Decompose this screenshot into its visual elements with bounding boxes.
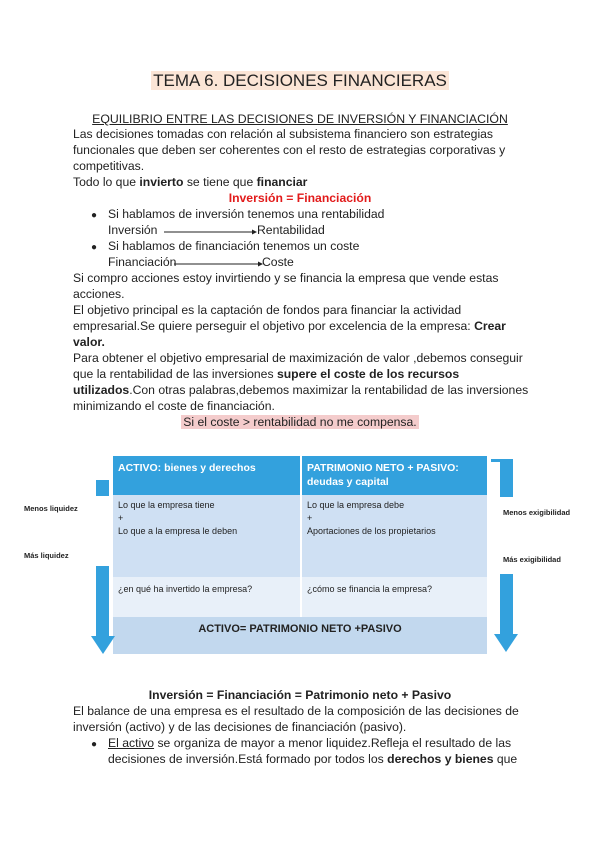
para3-line-3: utilizados.Con otras palabras,debemos maximizar la rentabilidad de las inversiones: [73, 383, 529, 397]
bullet-dot: ●: [91, 242, 98, 253]
activo-definition: Lo que la empresa tiene + Lo que a la empresa le deben: [113, 495, 300, 577]
para3-line-4: minimizando el coste de financiación.: [73, 399, 275, 413]
financiacion-label: Financiación: [108, 255, 177, 269]
para4-line-1: El balance de una empresa es el resultado de la composición de las decisiones de: [73, 704, 519, 718]
coste-label: Coste: [262, 255, 294, 269]
para2-line-1: El objetivo principal es la captación de fondos para financiar la actividad: [73, 303, 462, 317]
liquidity-down-arrow-icon: [90, 566, 116, 656]
para3-line-1: Para obtener el objetivo empresarial de maximización de valor ,debemos conseguir: [73, 351, 523, 365]
intro-line-4: Todo lo que invierto se tiene que financiar: [73, 175, 308, 189]
mas-exigibilidad-label: Más exigibilidad: [503, 555, 561, 564]
section-heading: EQUILIBRIO ENTRE LAS DECISIONES DE INVERSIÓN Y FINANCIACIÓN: [92, 112, 508, 126]
arrow-icon: [162, 227, 258, 235]
intro-line-3: competitivas.: [73, 159, 145, 173]
mas-liquidez-label: Más liquidez: [24, 551, 69, 560]
pasivo-question: ¿cómo se financia la empresa?: [302, 577, 487, 617]
bullet-activo: El activo se organiza de mayor a menor liquidez.Refleja el resultado de las: [108, 736, 512, 750]
arrow-icon: [172, 259, 264, 267]
liquidity-bar-top: [96, 480, 109, 496]
bullet-inversion: Si hablamos de inversión tenemos una rentabilidad: [108, 207, 385, 221]
activo-question: ¿en qué ha invertido la empresa?: [113, 577, 300, 617]
menos-exigibilidad-label: Menos exigibilidad: [503, 508, 571, 517]
pasivo-definition: Lo que la empresa debe + Aportaciones de los propietarios: [302, 495, 487, 577]
para1-line-1: Si compro acciones estoy invirtiendo y se financia la empresa que vende estas: [73, 271, 499, 285]
exigibility-down-arrow-icon: [493, 574, 519, 654]
inversion-label: Inversión: [108, 223, 158, 237]
intro-line-2: funcionales que deben ser coherentes con el resto de estrategias corporativas y: [73, 143, 506, 157]
para3-line-2: que la rentabilidad de las inversiones supere el coste de los recursos: [73, 367, 460, 381]
para2-line-2: empresarial.Se quiere perseguir el objetivo por excelencia de la empresa: Crear: [73, 319, 506, 333]
para4-line-2: inversión (activo) y de las decisiones de financiación (pasivo).: [73, 720, 407, 734]
highlight-note: Si el coste > rentabilidad no me compensa.: [183, 415, 417, 429]
bullet-dot: ●: [91, 739, 98, 750]
bullet-dot: ●: [91, 210, 98, 221]
para1-line-2: acciones.: [73, 287, 125, 301]
equation-balance: Inversión = Financiación = Patrimonio neto + Pasivo: [148, 688, 452, 702]
intro-line-1: Las decisiones tomadas con relación al subsistema financiero son estrategias: [73, 127, 494, 141]
para2-line-3: valor.: [73, 335, 105, 349]
pasivo-header: PATRIMONIO NETO + PASIVO: deudas y capital: [302, 456, 487, 495]
balance-equation: ACTIVO= PATRIMONIO NETO +PASIVO: [113, 617, 487, 654]
rentabilidad-label: Rentabilidad: [257, 223, 325, 237]
activo-header: ACTIVO: bienes y derechos: [113, 456, 300, 495]
balance-diagram: [113, 456, 487, 654]
page-title: TEMA 6. DECISIONES FINANCIERAS: [153, 71, 447, 90]
bullet-activo-line-2: decisiones de inversión.Está formado por todos los derechos y bienes que: [108, 752, 518, 766]
equation-inversion-financiacion: Inversión = Financiación: [228, 191, 372, 205]
bullet-financiacion: Si hablamos de financiación tenemos un coste: [108, 239, 360, 253]
exigibility-bar-top: [500, 459, 513, 497]
menos-liquidez-label: Menos liquidez: [24, 504, 78, 513]
